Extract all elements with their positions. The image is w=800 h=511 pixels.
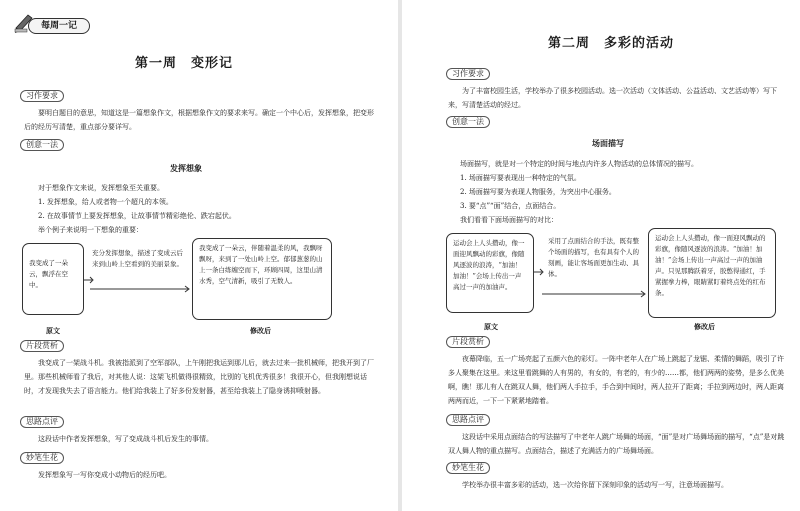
section-writing-practice: 妙笔生花 <box>446 462 490 474</box>
comment-text: 这段话中采用点面结合的写法描写了中老年人跳广场舞的场面，“面”是对广场舞场面的描写，“点”是对跳双人舞人物的重点描写。点面结合，描述了充满活力的广场舞场面。 <box>448 433 785 455</box>
revised-text-box: 运动会上人头攒动，像一面迎风飘动的彩旗，像随风逐波的浪涛。“加油！加油！”会场上传出一声高过一声的加油声。只见那腾跃着牙，胶憋得通红，手紧握拳力棒，眼睛紧盯着终点处的红布条。 <box>648 228 776 318</box>
caption-original: 原文 <box>484 322 498 331</box>
task-text: 发挥想象写一写你变成小动物后的经历吧。 <box>38 471 171 479</box>
section-writing-requirement: 习作要求 <box>446 68 490 80</box>
caption-revised: 修改后 <box>250 326 271 335</box>
method-line: 1. 发挥想象，给人或者物一个超凡的本领。 <box>38 198 173 206</box>
arrow-right-icon <box>84 276 94 284</box>
method-title: 发挥想象 <box>170 163 202 173</box>
section-creative-method: 创意一法 <box>446 116 490 128</box>
section-idea-comment: 思路点评 <box>446 414 490 426</box>
original-text-box: 我变成了一朵云，飘浮在空中。 <box>22 243 84 315</box>
original-text-box: 运动会上人头攒动，像一面迎风飘动的彩旗，像随风逐波的浪涛，“加油！加油！”会场上传出一声高过一声的加油声。 <box>446 233 534 313</box>
right-page <box>402 0 800 511</box>
section-idea-comment: 思路点评 <box>20 416 64 428</box>
banner-label: 每周一记 <box>28 18 90 34</box>
analysis-note: 充分发挥想象，描述了变成云后来到山岭上空看到的美丽景象。 <box>92 249 183 268</box>
caption-original: 原文 <box>46 326 60 335</box>
comment-text: 这段话中作者发挥想象，写了变成战斗机后发生的事情。 <box>38 435 213 443</box>
left-page <box>0 0 398 511</box>
arrow-right-icon <box>542 290 648 298</box>
method-line: 我们看看下面场面描写的对比： <box>460 216 558 224</box>
page-title: 第二周 多彩的活动 <box>548 36 675 51</box>
section-writing-requirement: 习作要求 <box>20 90 64 102</box>
requirement-text: 为了丰富校园生活，学校举办了很多校园活动。选一次活动（文体活动、公益活动、文艺活动等）写下来，写清楚活动的经过。 <box>448 87 777 109</box>
revised-text-box: 我变成了一朵云，伴随着温柔的风，我飘呀飘呀，来到了一处山岭上空。郁郁葱葱的山上一条白练缠空而下，环顾四周，这里山清水秀，空气清新，吸引了无数人。 <box>192 238 332 320</box>
appreciation-text: 夜幕降临，五一广场亮起了五颜六色的彩灯。一阵中老年人在广场上跳起了龙锯、柔情的舞蹈，吸引了许多人聚集在这里。来这里看跳舞的人有男的，有女的，有老的，有少的……都，他们两两的姿势，是多么优美啊，瞧！那儿有人在跳双人舞，他们两人手拉手，手合到中间时，两人拉开了距离；手拉到两边时，两人距离两两而近，一下一下紧紧地踏着。 <box>448 355 784 405</box>
section-writing-practice: 妙笔生花 <box>20 452 64 464</box>
method-line: 场面描写，就是对一个特定的时间与地点内许多人物活动的总体情况的描写。 <box>460 160 698 168</box>
method-line: 2. 场面描写要为表现人物服务，为突出中心服务。 <box>460 188 616 196</box>
requirement-text: 要明白题目的意思，知道这是一篇想象作文，根据想象作文的要求来写。确定一个中心后，发挥想象，把变形后的经历写清楚，重点部分要详写。 <box>24 109 374 131</box>
page-title: 第一周 变形记 <box>135 56 234 71</box>
task-text: 学校举办很丰富多彩的活动，选一次给你留下深刻印象的活动写一写，注意场面描写。 <box>462 481 728 489</box>
section-excerpt-appreciation: 片段赏析 <box>20 340 64 352</box>
method-line: 对于想象作文来说，发挥想象至关重要。 <box>38 184 164 192</box>
method-line: 3. 要“点”“面”结合，点面结合。 <box>460 202 561 210</box>
method-line: 举个例子来说明一下想象的重要： <box>38 226 143 234</box>
section-excerpt-appreciation: 片段赏析 <box>446 336 490 348</box>
weekly-banner <box>14 12 98 38</box>
method-line: 2. 在故事情节上要发挥想象，让故事情节精彩绝伦、跌宕起伏。 <box>38 212 236 220</box>
arrow-right-icon <box>90 285 192 293</box>
appreciation-text: 我变成了一架战斗机。我被指派到了空军部队，上午刚把我运到那儿后，就去过来一批机械师，把我开到了厂里。那些机械师看了我后，对其他人说：这架飞机做得很精致，比别的飞机优秀很多！我很开心，但我刚想说话时，才发现我失去了语言能力。他们给我装上了好多份发射器，甚至给我装上了隐身诱抑喷射器。 <box>24 359 374 395</box>
method-line: 1. 场面描写要表现出一种特定的气氛。 <box>460 174 581 182</box>
arrow-right-icon <box>534 268 544 276</box>
section-creative-method: 创意一法 <box>20 139 64 151</box>
caption-revised: 修改后 <box>694 322 715 331</box>
method-title: 场面描写 <box>592 138 624 148</box>
analysis-note: 采用了点面结合的手法，既有整个场面的描写，也有具有个人的刻画，能让客场面更加生动、具体。 <box>548 237 639 278</box>
